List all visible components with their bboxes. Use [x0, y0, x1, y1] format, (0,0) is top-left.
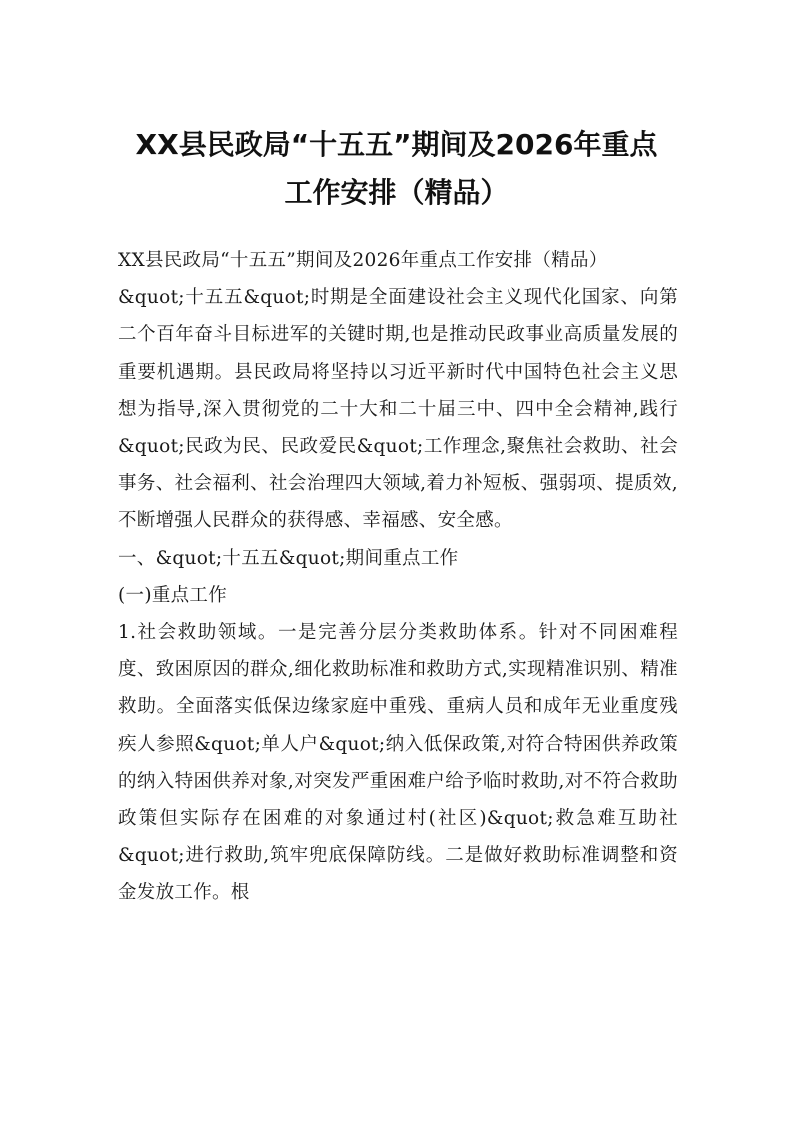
section-heading: 一、&quot;十五五&quot;期间重点工作: [118, 547, 459, 569]
body-paragraph-intro: &quot;十五五&quot;时期是全面建设社会主义现代化国家、向第二个百年奋斗目标进军的关键时期,也是推动民政事业高质量发展的重要机遇期。县民政局将坚持以习近平新时代中国特色社会主义思想为指导,深入贯彻党的二十大和二十届三中、四中全会精神,践行&quot;民政为民、民政爱民&quot;工作理念,聚焦社会救助、社会事务、社会福利、社会治理四大领域,着力补短板、强弱项、提质效,不断增强人民群众的获得感、幸福感、安全感。: [118, 287, 678, 532]
document-title-line-1: XX县民政局“十五五”期间及2026年重点: [135, 128, 658, 161]
body-paragraph-heading: XX县民政局“十五五”期间及2026年重点工作安排（精品）: [118, 250, 608, 271]
document-body: [118, 242, 678, 912]
body-paragraph-social-assistance: 1.社会救助领域。一是完善分层分类救助体系。针对不同困难程度、致困原因的群众,细化救助标准和救助方式,实现精准识别、精准救助。全面落实低保边缘家庭中重残、重病人员和成年无业重度残疾人参照&quot;单人户&quot;纳入低保政策,对符合特困供养政策的纳入特困供养对象,对突发严重困难户给予临时救助,对不符合救助政策但实际存在困难的对象通过村(社区)&quot;救急难互助社&quot;进行救助,筑牢兜底保障防线。二是做好救助标准调整和资金发放工作。根: [118, 622, 678, 904]
subsection-heading: (一)重点工作: [118, 584, 228, 606]
document-title-line-2: 工作安排（精品）: [284, 176, 509, 209]
